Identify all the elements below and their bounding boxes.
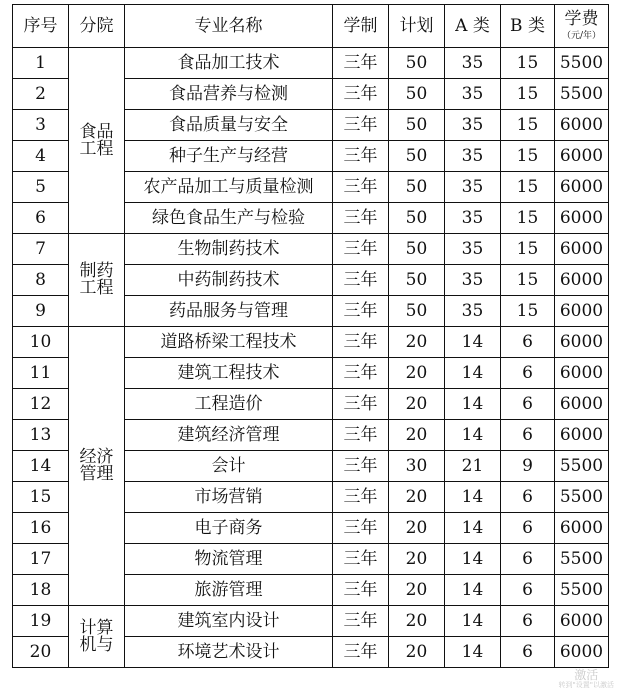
cell-b: 15 bbox=[501, 79, 555, 110]
cell-fee: 6000 bbox=[555, 141, 609, 172]
cell-a: 35 bbox=[445, 79, 501, 110]
cell-no: 15 bbox=[13, 482, 69, 513]
cell-dept: 制药 工程 bbox=[69, 234, 125, 327]
cell-b: 9 bbox=[501, 451, 555, 482]
cell-no: 17 bbox=[13, 544, 69, 575]
cell-major: 药品服务与管理 bbox=[125, 296, 333, 327]
cell-b: 15 bbox=[501, 265, 555, 296]
cell-b: 6 bbox=[501, 575, 555, 606]
cell-b: 6 bbox=[501, 482, 555, 513]
cell-no: 14 bbox=[13, 451, 69, 482]
cell-fee: 6000 bbox=[555, 606, 609, 637]
cell-b: 15 bbox=[501, 110, 555, 141]
cell-b: 6 bbox=[501, 637, 555, 668]
cell-a: 14 bbox=[445, 482, 501, 513]
header-length: 学制 bbox=[333, 5, 389, 48]
cell-no: 3 bbox=[13, 110, 69, 141]
table-row bbox=[13, 606, 609, 637]
cell-major: 建筑工程技术 bbox=[125, 358, 333, 389]
cell-plan: 20 bbox=[389, 575, 445, 606]
cell-major: 农产品加工与质量检测 bbox=[125, 172, 333, 203]
cell-major: 物流管理 bbox=[125, 544, 333, 575]
cell-dept: 经济 管理 bbox=[69, 327, 125, 606]
cell-a: 14 bbox=[445, 513, 501, 544]
cell-length: 三年 bbox=[333, 451, 389, 482]
cell-a: 14 bbox=[445, 575, 501, 606]
cell-no: 7 bbox=[13, 234, 69, 265]
cell-length: 三年 bbox=[333, 420, 389, 451]
cell-plan: 20 bbox=[389, 482, 445, 513]
table-row bbox=[13, 48, 609, 79]
cell-plan: 30 bbox=[389, 451, 445, 482]
cell-b: 6 bbox=[501, 327, 555, 358]
cell-fee: 6000 bbox=[555, 203, 609, 234]
cell-a: 14 bbox=[445, 637, 501, 668]
cell-length: 三年 bbox=[333, 544, 389, 575]
cell-plan: 20 bbox=[389, 389, 445, 420]
cell-b: 6 bbox=[501, 513, 555, 544]
cell-fee: 6000 bbox=[555, 513, 609, 544]
cell-plan: 50 bbox=[389, 110, 445, 141]
cell-major: 工程造价 bbox=[125, 389, 333, 420]
cell-plan: 20 bbox=[389, 544, 445, 575]
header-major: 专业名称 bbox=[125, 5, 333, 48]
cell-major: 中药制药技术 bbox=[125, 265, 333, 296]
cell-length: 三年 bbox=[333, 389, 389, 420]
cell-b: 6 bbox=[501, 420, 555, 451]
cell-a: 35 bbox=[445, 172, 501, 203]
cell-fee: 6000 bbox=[555, 637, 609, 668]
cell-no: 1 bbox=[13, 48, 69, 79]
header-row bbox=[13, 5, 609, 48]
cell-b: 15 bbox=[501, 172, 555, 203]
cell-fee: 5500 bbox=[555, 544, 609, 575]
cell-length: 三年 bbox=[333, 79, 389, 110]
cell-length: 三年 bbox=[333, 110, 389, 141]
cell-a: 35 bbox=[445, 296, 501, 327]
cell-plan: 50 bbox=[389, 48, 445, 79]
cell-a: 35 bbox=[445, 141, 501, 172]
header-dept: 分院 bbox=[69, 5, 125, 48]
watermark-line2: 转到"设置"以激活 bbox=[558, 680, 614, 689]
cell-b: 6 bbox=[501, 358, 555, 389]
cell-no: 20 bbox=[13, 637, 69, 668]
cell-no: 19 bbox=[13, 606, 69, 637]
cell-dept: 计算 机与 bbox=[69, 606, 125, 668]
cell-length: 三年 bbox=[333, 575, 389, 606]
cell-fee: 6000 bbox=[555, 358, 609, 389]
cell-no: 8 bbox=[13, 265, 69, 296]
cell-fee: 6000 bbox=[555, 265, 609, 296]
cell-plan: 50 bbox=[389, 172, 445, 203]
cell-length: 三年 bbox=[333, 637, 389, 668]
cell-plan: 50 bbox=[389, 234, 445, 265]
cell-b: 6 bbox=[501, 606, 555, 637]
cell-a: 35 bbox=[445, 265, 501, 296]
cell-b: 15 bbox=[501, 296, 555, 327]
table-row bbox=[13, 234, 609, 265]
cell-a: 35 bbox=[445, 48, 501, 79]
header-fee-unit: （元/年） bbox=[561, 31, 602, 41]
header-no: 序号 bbox=[13, 5, 69, 48]
cell-major: 会计 bbox=[125, 451, 333, 482]
cell-major: 食品质量与安全 bbox=[125, 110, 333, 141]
cell-length: 三年 bbox=[333, 513, 389, 544]
cell-major: 绿色食品生产与检验 bbox=[125, 203, 333, 234]
cell-major: 电子商务 bbox=[125, 513, 333, 544]
cell-a: 14 bbox=[445, 606, 501, 637]
cell-major: 建筑经济管理 bbox=[125, 420, 333, 451]
cell-length: 三年 bbox=[333, 265, 389, 296]
cell-fee: 6000 bbox=[555, 110, 609, 141]
cell-b: 6 bbox=[501, 544, 555, 575]
cell-no: 9 bbox=[13, 296, 69, 327]
cell-fee: 6000 bbox=[555, 327, 609, 358]
cell-plan: 50 bbox=[389, 265, 445, 296]
cell-no: 18 bbox=[13, 575, 69, 606]
cell-b: 15 bbox=[501, 203, 555, 234]
cell-length: 三年 bbox=[333, 141, 389, 172]
cell-plan: 50 bbox=[389, 141, 445, 172]
cell-no: 10 bbox=[13, 327, 69, 358]
cell-length: 三年 bbox=[333, 172, 389, 203]
cell-b: 15 bbox=[501, 234, 555, 265]
cell-fee: 5500 bbox=[555, 482, 609, 513]
header-fee bbox=[555, 5, 609, 48]
cell-no: 6 bbox=[13, 203, 69, 234]
cell-major: 种子生产与经营 bbox=[125, 141, 333, 172]
cell-b: 15 bbox=[501, 141, 555, 172]
cell-b: 6 bbox=[501, 389, 555, 420]
header-plan: 计划 bbox=[389, 5, 445, 48]
cell-fee: 6000 bbox=[555, 389, 609, 420]
cell-length: 三年 bbox=[333, 234, 389, 265]
cell-a: 21 bbox=[445, 451, 501, 482]
cell-fee: 5500 bbox=[555, 451, 609, 482]
cell-fee: 5500 bbox=[555, 48, 609, 79]
cell-fee: 6000 bbox=[555, 296, 609, 327]
cell-a: 35 bbox=[445, 203, 501, 234]
cell-length: 三年 bbox=[333, 358, 389, 389]
cell-plan: 50 bbox=[389, 203, 445, 234]
header-a: A 类 bbox=[445, 5, 501, 48]
cell-plan: 20 bbox=[389, 513, 445, 544]
cell-a: 14 bbox=[445, 420, 501, 451]
cell-plan: 20 bbox=[389, 327, 445, 358]
cell-major: 食品营养与检测 bbox=[125, 79, 333, 110]
cell-no: 13 bbox=[13, 420, 69, 451]
table-row bbox=[13, 327, 609, 358]
watermark-line1: 激活 bbox=[574, 668, 599, 683]
cell-major: 道路桥梁工程技术 bbox=[125, 327, 333, 358]
cell-b: 15 bbox=[501, 48, 555, 79]
cell-fee: 5500 bbox=[555, 79, 609, 110]
cell-fee: 6000 bbox=[555, 172, 609, 203]
cell-length: 三年 bbox=[333, 482, 389, 513]
cell-plan: 20 bbox=[389, 420, 445, 451]
cell-major: 市场营销 bbox=[125, 482, 333, 513]
cell-major: 环境艺术设计 bbox=[125, 637, 333, 668]
cell-length: 三年 bbox=[333, 203, 389, 234]
table-body bbox=[13, 48, 609, 668]
cell-plan: 20 bbox=[389, 358, 445, 389]
cell-length: 三年 bbox=[333, 327, 389, 358]
cell-no: 4 bbox=[13, 141, 69, 172]
table-header bbox=[13, 5, 609, 48]
cell-no: 16 bbox=[13, 513, 69, 544]
cell-major: 旅游管理 bbox=[125, 575, 333, 606]
header-b: B 类 bbox=[501, 5, 555, 48]
cell-a: 14 bbox=[445, 389, 501, 420]
cell-major: 食品加工技术 bbox=[125, 48, 333, 79]
header-fee-label: 学费 bbox=[564, 9, 599, 29]
cell-a: 14 bbox=[445, 327, 501, 358]
cell-plan: 20 bbox=[389, 637, 445, 668]
cell-a: 35 bbox=[445, 110, 501, 141]
cell-length: 三年 bbox=[333, 296, 389, 327]
cell-dept: 食品 工程 bbox=[69, 48, 125, 234]
cell-major: 建筑室内设计 bbox=[125, 606, 333, 637]
cell-a: 14 bbox=[445, 544, 501, 575]
cell-no: 2 bbox=[13, 79, 69, 110]
cell-fee: 6000 bbox=[555, 420, 609, 451]
activation-watermark bbox=[559, 669, 614, 689]
cell-no: 12 bbox=[13, 389, 69, 420]
cell-plan: 50 bbox=[389, 296, 445, 327]
cell-fee: 6000 bbox=[555, 234, 609, 265]
cell-plan: 50 bbox=[389, 79, 445, 110]
cell-length: 三年 bbox=[333, 48, 389, 79]
cell-a: 14 bbox=[445, 358, 501, 389]
cell-major: 生物制药技术 bbox=[125, 234, 333, 265]
enrollment-table bbox=[12, 4, 609, 668]
cell-fee: 5500 bbox=[555, 575, 609, 606]
cell-no: 5 bbox=[13, 172, 69, 203]
cell-length: 三年 bbox=[333, 606, 389, 637]
cell-plan: 20 bbox=[389, 606, 445, 637]
cell-a: 35 bbox=[445, 234, 501, 265]
cell-no: 11 bbox=[13, 358, 69, 389]
